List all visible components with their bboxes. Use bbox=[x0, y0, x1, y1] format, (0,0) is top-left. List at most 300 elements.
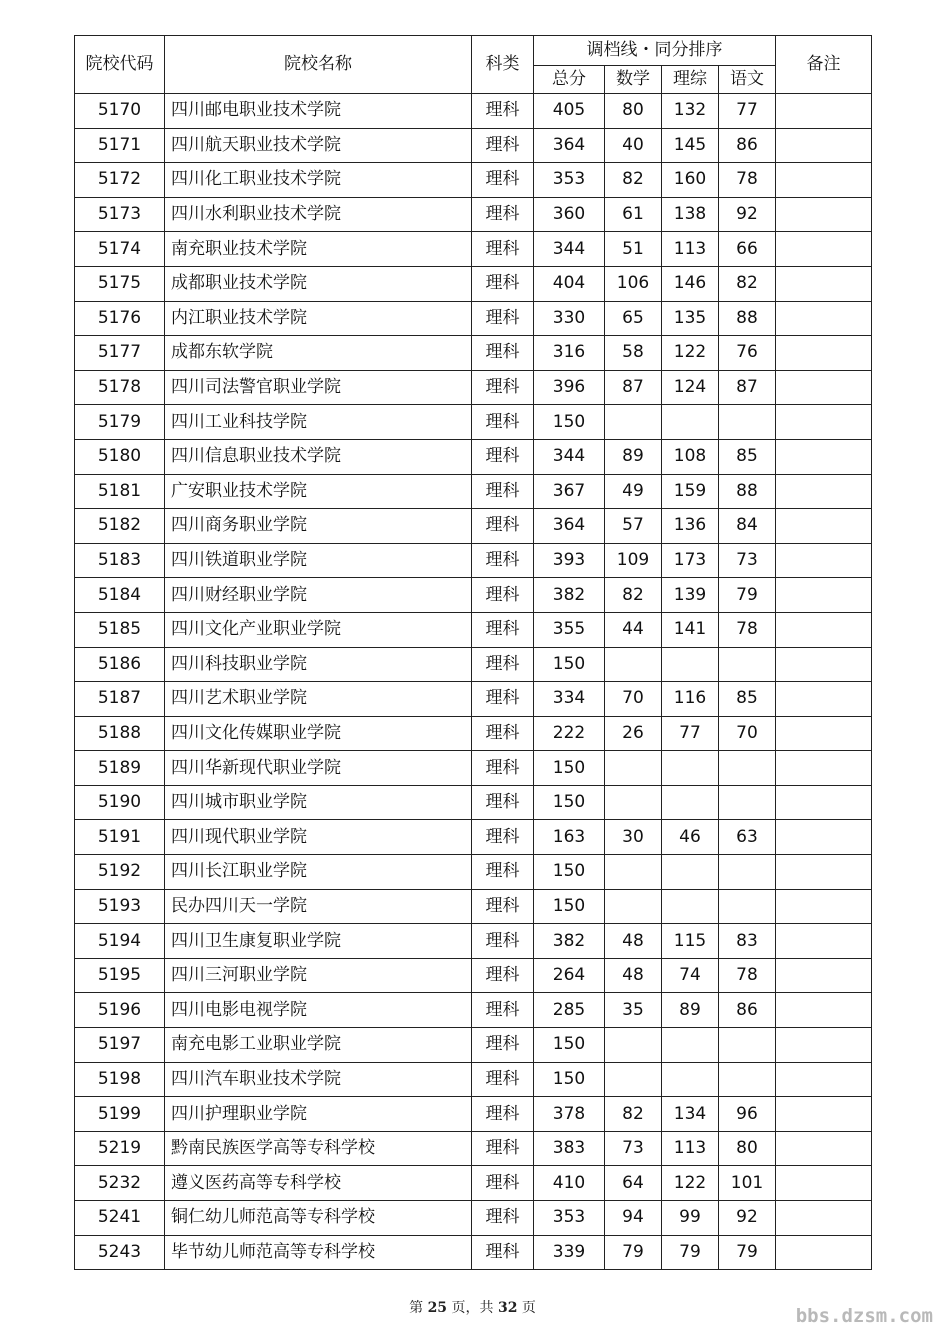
cell-note bbox=[776, 889, 872, 924]
cell-category: 理科 bbox=[472, 439, 534, 474]
cell-chinese: 87 bbox=[719, 370, 776, 405]
cell-note bbox=[776, 128, 872, 163]
cell-math: 44 bbox=[605, 612, 662, 647]
table-row bbox=[75, 543, 872, 578]
cell-total: 364 bbox=[534, 509, 605, 544]
cell-note bbox=[776, 751, 872, 786]
table-row bbox=[75, 716, 872, 751]
table-row bbox=[75, 336, 872, 371]
cell-name: 四川化工职业技术学院 bbox=[165, 163, 472, 198]
cell-chinese: 88 bbox=[719, 474, 776, 509]
cell-note bbox=[776, 1201, 872, 1236]
cell-code: 5174 bbox=[75, 232, 165, 267]
table-row bbox=[75, 266, 872, 301]
cell-category: 理科 bbox=[472, 1166, 534, 1201]
cell-category: 理科 bbox=[472, 716, 534, 751]
cell-chinese: 76 bbox=[719, 336, 776, 371]
cell-science: 113 bbox=[662, 232, 719, 267]
cell-science bbox=[662, 1028, 719, 1063]
cell-math: 26 bbox=[605, 716, 662, 751]
cell-note bbox=[776, 612, 872, 647]
header-science: 理综 bbox=[662, 66, 719, 94]
cell-note bbox=[776, 163, 872, 198]
cell-science: 146 bbox=[662, 266, 719, 301]
cell-name: 内江职业技术学院 bbox=[165, 301, 472, 336]
cell-category: 理科 bbox=[472, 993, 534, 1028]
footer-prefix: 第 bbox=[409, 1300, 424, 1316]
cell-math bbox=[605, 889, 662, 924]
cell-name: 四川文化传媒职业学院 bbox=[165, 716, 472, 751]
table-row bbox=[75, 1131, 872, 1166]
cell-total: 364 bbox=[534, 128, 605, 163]
header-note: 备注 bbox=[776, 36, 872, 94]
cell-note bbox=[776, 266, 872, 301]
cell-name: 铜仁幼儿师范高等专科学校 bbox=[165, 1201, 472, 1236]
cell-note bbox=[776, 197, 872, 232]
cell-science: 159 bbox=[662, 474, 719, 509]
cell-math bbox=[605, 751, 662, 786]
cell-note bbox=[776, 370, 872, 405]
cell-category: 理科 bbox=[472, 612, 534, 647]
cell-total: 367 bbox=[534, 474, 605, 509]
cell-code: 5180 bbox=[75, 439, 165, 474]
cell-note bbox=[776, 958, 872, 993]
cell-note bbox=[776, 1131, 872, 1166]
cell-science: 99 bbox=[662, 1201, 719, 1236]
cell-chinese: 78 bbox=[719, 612, 776, 647]
cell-category: 理科 bbox=[472, 232, 534, 267]
cell-science: 46 bbox=[662, 820, 719, 855]
cell-category: 理科 bbox=[472, 682, 534, 717]
cell-math: 70 bbox=[605, 682, 662, 717]
cell-science: 122 bbox=[662, 336, 719, 371]
cell-math: 109 bbox=[605, 543, 662, 578]
cell-note bbox=[776, 1028, 872, 1063]
cell-name: 四川铁道职业学院 bbox=[165, 543, 472, 578]
cell-total: 382 bbox=[534, 578, 605, 613]
cell-note bbox=[776, 509, 872, 544]
cell-chinese bbox=[719, 855, 776, 890]
cell-note bbox=[776, 682, 872, 717]
cell-total: 285 bbox=[534, 993, 605, 1028]
cell-math: 80 bbox=[605, 94, 662, 129]
cell-code: 5194 bbox=[75, 924, 165, 959]
header-math: 数学 bbox=[605, 66, 662, 94]
table-row bbox=[75, 128, 872, 163]
cell-chinese: 86 bbox=[719, 993, 776, 1028]
cell-science: 108 bbox=[662, 439, 719, 474]
cell-chinese: 82 bbox=[719, 266, 776, 301]
cell-note bbox=[776, 94, 872, 129]
cell-name: 四川科技职业学院 bbox=[165, 647, 472, 682]
cell-total: 150 bbox=[534, 647, 605, 682]
header-group: 调档线・同分排序 bbox=[534, 36, 776, 66]
cell-chinese bbox=[719, 647, 776, 682]
cell-total: 410 bbox=[534, 1166, 605, 1201]
cell-total: 405 bbox=[534, 94, 605, 129]
cell-category: 理科 bbox=[472, 128, 534, 163]
cell-note bbox=[776, 301, 872, 336]
cell-category: 理科 bbox=[472, 474, 534, 509]
table-row bbox=[75, 1201, 872, 1236]
cell-category: 理科 bbox=[472, 1028, 534, 1063]
table-row bbox=[75, 232, 872, 267]
table-row bbox=[75, 474, 872, 509]
cell-total: 150 bbox=[534, 855, 605, 890]
table-row bbox=[75, 197, 872, 232]
cell-note bbox=[776, 405, 872, 440]
table-body bbox=[75, 94, 872, 1270]
header-name: 院校名称 bbox=[165, 36, 472, 94]
cell-total: 264 bbox=[534, 958, 605, 993]
cell-note bbox=[776, 647, 872, 682]
cell-code: 5176 bbox=[75, 301, 165, 336]
cell-math: 82 bbox=[605, 578, 662, 613]
cell-chinese: 70 bbox=[719, 716, 776, 751]
cell-science: 135 bbox=[662, 301, 719, 336]
cell-code: 5195 bbox=[75, 958, 165, 993]
cell-total: 163 bbox=[534, 820, 605, 855]
cell-science: 124 bbox=[662, 370, 719, 405]
cell-math: 58 bbox=[605, 336, 662, 371]
cell-chinese bbox=[719, 1062, 776, 1097]
cell-name: 遵义医药高等专科学校 bbox=[165, 1166, 472, 1201]
cell-name: 四川财经职业学院 bbox=[165, 578, 472, 613]
cell-code: 5185 bbox=[75, 612, 165, 647]
cell-name: 四川艺术职业学院 bbox=[165, 682, 472, 717]
cell-name: 成都职业技术学院 bbox=[165, 266, 472, 301]
cell-math bbox=[605, 405, 662, 440]
cell-code: 5179 bbox=[75, 405, 165, 440]
cell-science: 160 bbox=[662, 163, 719, 198]
cell-category: 理科 bbox=[472, 1131, 534, 1166]
cell-name: 四川现代职业学院 bbox=[165, 820, 472, 855]
cell-name: 四川商务职业学院 bbox=[165, 509, 472, 544]
cell-total: 150 bbox=[534, 751, 605, 786]
cell-note bbox=[776, 716, 872, 751]
cell-note bbox=[776, 820, 872, 855]
cell-chinese: 92 bbox=[719, 1201, 776, 1236]
cell-math bbox=[605, 855, 662, 890]
cell-chinese: 79 bbox=[719, 578, 776, 613]
cell-chinese: 66 bbox=[719, 232, 776, 267]
table-row bbox=[75, 405, 872, 440]
cell-math: 82 bbox=[605, 1097, 662, 1132]
cell-code: 5199 bbox=[75, 1097, 165, 1132]
cell-math: 73 bbox=[605, 1131, 662, 1166]
header-chinese: 语文 bbox=[719, 66, 776, 94]
table-row bbox=[75, 1028, 872, 1063]
cell-code: 5178 bbox=[75, 370, 165, 405]
cell-name: 四川信息职业技术学院 bbox=[165, 439, 472, 474]
cell-total: 344 bbox=[534, 439, 605, 474]
table-row bbox=[75, 751, 872, 786]
cell-name: 四川邮电职业技术学院 bbox=[165, 94, 472, 129]
cell-total: 150 bbox=[534, 889, 605, 924]
table-row bbox=[75, 612, 872, 647]
cell-science: 115 bbox=[662, 924, 719, 959]
cell-math: 40 bbox=[605, 128, 662, 163]
cell-science: 173 bbox=[662, 543, 719, 578]
table-row bbox=[75, 820, 872, 855]
cell-math bbox=[605, 647, 662, 682]
footer-suffix: 页 bbox=[521, 1300, 536, 1316]
cell-math: 48 bbox=[605, 924, 662, 959]
cell-total: 330 bbox=[534, 301, 605, 336]
cell-science bbox=[662, 751, 719, 786]
cell-category: 理科 bbox=[472, 855, 534, 890]
cell-science: 138 bbox=[662, 197, 719, 232]
cell-name: 广安职业技术学院 bbox=[165, 474, 472, 509]
cell-science: 79 bbox=[662, 1235, 719, 1270]
cell-note bbox=[776, 578, 872, 613]
cell-category: 理科 bbox=[472, 820, 534, 855]
admission-table bbox=[74, 35, 872, 1270]
cell-name: 民办四川天一学院 bbox=[165, 889, 472, 924]
footer-total-pages: 32 bbox=[497, 1300, 518, 1316]
cell-math: 35 bbox=[605, 993, 662, 1028]
cell-science: 77 bbox=[662, 716, 719, 751]
cell-science: 89 bbox=[662, 993, 719, 1028]
cell-total: 150 bbox=[534, 1062, 605, 1097]
cell-chinese: 85 bbox=[719, 439, 776, 474]
table-row bbox=[75, 163, 872, 198]
cell-science: 132 bbox=[662, 94, 719, 129]
cell-science: 145 bbox=[662, 128, 719, 163]
cell-chinese: 92 bbox=[719, 197, 776, 232]
cell-note bbox=[776, 855, 872, 890]
cell-total: 355 bbox=[534, 612, 605, 647]
cell-math bbox=[605, 1062, 662, 1097]
cell-science bbox=[662, 647, 719, 682]
cell-chinese bbox=[719, 1028, 776, 1063]
cell-total: 393 bbox=[534, 543, 605, 578]
cell-math: 65 bbox=[605, 301, 662, 336]
table-row bbox=[75, 370, 872, 405]
cell-note bbox=[776, 543, 872, 578]
cell-note bbox=[776, 336, 872, 371]
cell-science bbox=[662, 785, 719, 820]
cell-name: 四川航天职业技术学院 bbox=[165, 128, 472, 163]
cell-chinese: 78 bbox=[719, 958, 776, 993]
cell-code: 5170 bbox=[75, 94, 165, 129]
site-watermark: bbs.dzsm.com bbox=[795, 1305, 933, 1327]
cell-math: 30 bbox=[605, 820, 662, 855]
cell-category: 理科 bbox=[472, 751, 534, 786]
cell-name: 四川护理职业学院 bbox=[165, 1097, 472, 1132]
cell-category: 理科 bbox=[472, 336, 534, 371]
cell-note bbox=[776, 993, 872, 1028]
table-row bbox=[75, 1235, 872, 1270]
cell-name: 成都东软学院 bbox=[165, 336, 472, 371]
cell-chinese: 88 bbox=[719, 301, 776, 336]
cell-note bbox=[776, 1166, 872, 1201]
cell-code: 5243 bbox=[75, 1235, 165, 1270]
cell-math: 106 bbox=[605, 266, 662, 301]
cell-math: 87 bbox=[605, 370, 662, 405]
table-row bbox=[75, 94, 872, 129]
cell-code: 5188 bbox=[75, 716, 165, 751]
table-row bbox=[75, 993, 872, 1028]
table-row bbox=[75, 1166, 872, 1201]
cell-category: 理科 bbox=[472, 958, 534, 993]
cell-science bbox=[662, 405, 719, 440]
cell-name: 四川工业科技学院 bbox=[165, 405, 472, 440]
cell-chinese: 85 bbox=[719, 682, 776, 717]
cell-chinese bbox=[719, 889, 776, 924]
cell-total: 150 bbox=[534, 405, 605, 440]
cell-category: 理科 bbox=[472, 163, 534, 198]
table-row bbox=[75, 889, 872, 924]
table-row bbox=[75, 578, 872, 613]
cell-name: 四川城市职业学院 bbox=[165, 785, 472, 820]
table-row bbox=[75, 958, 872, 993]
cell-code: 5189 bbox=[75, 751, 165, 786]
cell-code: 5186 bbox=[75, 647, 165, 682]
cell-total: 404 bbox=[534, 266, 605, 301]
cell-total: 334 bbox=[534, 682, 605, 717]
cell-code: 5181 bbox=[75, 474, 165, 509]
cell-code: 5197 bbox=[75, 1028, 165, 1063]
cell-total: 378 bbox=[534, 1097, 605, 1132]
table-row bbox=[75, 855, 872, 890]
cell-science bbox=[662, 1062, 719, 1097]
table-row bbox=[75, 1097, 872, 1132]
cell-math: 48 bbox=[605, 958, 662, 993]
cell-category: 理科 bbox=[472, 889, 534, 924]
cell-name: 四川三河职业学院 bbox=[165, 958, 472, 993]
cell-science: 122 bbox=[662, 1166, 719, 1201]
table-row bbox=[75, 301, 872, 336]
header-code: 院校代码 bbox=[75, 36, 165, 94]
cell-total: 344 bbox=[534, 232, 605, 267]
cell-total: 383 bbox=[534, 1131, 605, 1166]
cell-category: 理科 bbox=[472, 1062, 534, 1097]
cell-total: 150 bbox=[534, 1028, 605, 1063]
cell-code: 5172 bbox=[75, 163, 165, 198]
cell-math: 82 bbox=[605, 163, 662, 198]
cell-science: 139 bbox=[662, 578, 719, 613]
cell-science: 136 bbox=[662, 509, 719, 544]
cell-chinese: 84 bbox=[719, 509, 776, 544]
cell-chinese: 73 bbox=[719, 543, 776, 578]
table-row bbox=[75, 682, 872, 717]
cell-name: 四川文化产业职业学院 bbox=[165, 612, 472, 647]
cell-code: 5193 bbox=[75, 889, 165, 924]
cell-category: 理科 bbox=[472, 647, 534, 682]
cell-name: 南充职业技术学院 bbox=[165, 232, 472, 267]
cell-name: 四川水利职业技术学院 bbox=[165, 197, 472, 232]
cell-total: 396 bbox=[534, 370, 605, 405]
cell-code: 5192 bbox=[75, 855, 165, 890]
cell-code: 5171 bbox=[75, 128, 165, 163]
cell-category: 理科 bbox=[472, 405, 534, 440]
cell-name: 四川汽车职业技术学院 bbox=[165, 1062, 472, 1097]
cell-code: 5196 bbox=[75, 993, 165, 1028]
cell-math: 51 bbox=[605, 232, 662, 267]
cell-code: 5177 bbox=[75, 336, 165, 371]
cell-science: 116 bbox=[662, 682, 719, 717]
header-total: 总分 bbox=[534, 66, 605, 94]
cell-category: 理科 bbox=[472, 266, 534, 301]
cell-total: 353 bbox=[534, 163, 605, 198]
cell-chinese bbox=[719, 405, 776, 440]
table-row bbox=[75, 439, 872, 474]
cell-category: 理科 bbox=[472, 1097, 534, 1132]
table-row bbox=[75, 785, 872, 820]
cell-code: 5187 bbox=[75, 682, 165, 717]
cell-code: 5190 bbox=[75, 785, 165, 820]
cell-category: 理科 bbox=[472, 1201, 534, 1236]
table-row bbox=[75, 1062, 872, 1097]
cell-total: 360 bbox=[534, 197, 605, 232]
table-row bbox=[75, 924, 872, 959]
cell-code: 5183 bbox=[75, 543, 165, 578]
cell-note bbox=[776, 924, 872, 959]
cell-code: 5241 bbox=[75, 1201, 165, 1236]
cell-science: 74 bbox=[662, 958, 719, 993]
cell-math: 89 bbox=[605, 439, 662, 474]
cell-math: 79 bbox=[605, 1235, 662, 1270]
cell-science bbox=[662, 855, 719, 890]
cell-note bbox=[776, 439, 872, 474]
cell-science: 141 bbox=[662, 612, 719, 647]
cell-category: 理科 bbox=[472, 543, 534, 578]
cell-total: 353 bbox=[534, 1201, 605, 1236]
cell-math: 57 bbox=[605, 509, 662, 544]
cell-chinese bbox=[719, 751, 776, 786]
cell-category: 理科 bbox=[472, 578, 534, 613]
cell-name: 四川卫生康复职业学院 bbox=[165, 924, 472, 959]
cell-chinese: 63 bbox=[719, 820, 776, 855]
cell-total: 382 bbox=[534, 924, 605, 959]
cell-note bbox=[776, 1062, 872, 1097]
cell-category: 理科 bbox=[472, 94, 534, 129]
footer-middle: 页，共 bbox=[451, 1300, 494, 1316]
cell-math bbox=[605, 1028, 662, 1063]
cell-note bbox=[776, 785, 872, 820]
cell-total: 339 bbox=[534, 1235, 605, 1270]
cell-name: 黔南民族医学高等专科学校 bbox=[165, 1131, 472, 1166]
cell-name: 毕节幼儿师范高等专科学校 bbox=[165, 1235, 472, 1270]
cell-name: 四川长江职业学院 bbox=[165, 855, 472, 890]
footer-page-number: 25 bbox=[427, 1300, 448, 1316]
cell-chinese: 96 bbox=[719, 1097, 776, 1132]
cell-math: 64 bbox=[605, 1166, 662, 1201]
cell-total: 316 bbox=[534, 336, 605, 371]
cell-code: 5182 bbox=[75, 509, 165, 544]
cell-category: 理科 bbox=[472, 370, 534, 405]
cell-math: 61 bbox=[605, 197, 662, 232]
cell-chinese bbox=[719, 785, 776, 820]
cell-category: 理科 bbox=[472, 197, 534, 232]
cell-chinese: 79 bbox=[719, 1235, 776, 1270]
cell-total: 222 bbox=[534, 716, 605, 751]
cell-total: 150 bbox=[534, 785, 605, 820]
header-category: 科类 bbox=[472, 36, 534, 94]
cell-chinese: 80 bbox=[719, 1131, 776, 1166]
cell-chinese: 86 bbox=[719, 128, 776, 163]
cell-math: 49 bbox=[605, 474, 662, 509]
cell-name: 四川司法警官职业学院 bbox=[165, 370, 472, 405]
cell-note bbox=[776, 1235, 872, 1270]
cell-code: 5191 bbox=[75, 820, 165, 855]
cell-category: 理科 bbox=[472, 1235, 534, 1270]
cell-code: 5232 bbox=[75, 1166, 165, 1201]
cell-note bbox=[776, 1097, 872, 1132]
cell-chinese: 77 bbox=[719, 94, 776, 129]
cell-category: 理科 bbox=[472, 301, 534, 336]
